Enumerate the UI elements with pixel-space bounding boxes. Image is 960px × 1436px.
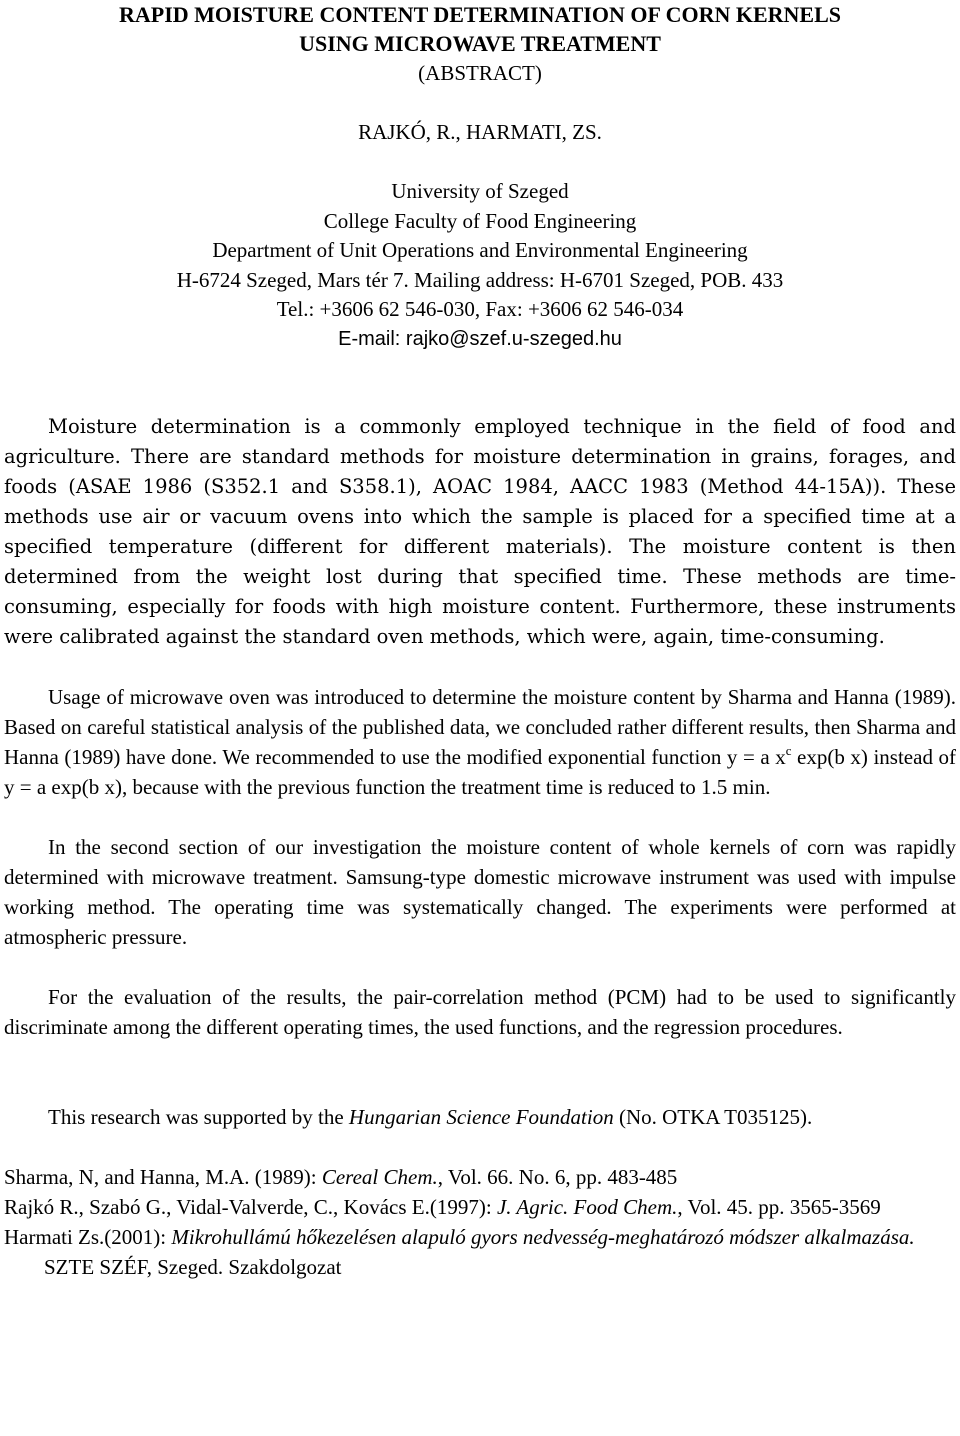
paragraph-intro-text: Moisture determination is a commonly employed technique in the field of food and agriculture. There are standard methods for moisture determination in grains, forages, and foods (ASAE 1986 (S352.1 and S358.1), AOAC 1984, AACC 1983 (Method 44-15A)). [4, 415, 956, 498]
reference-item [4, 1162, 956, 1192]
abstract-tag: (ABSTRACT) [418, 61, 542, 85]
reference-item [4, 1222, 956, 1282]
ack-foundation: Hungarian Science Foundation [348, 1105, 614, 1129]
reference-details: SZTE SZÉF, Szeged. Szakdolgozat [44, 1255, 342, 1279]
reference-authors: Harmati Zs.(2001): [4, 1225, 172, 1249]
paragraph-evaluation-text: For the evaluation of the results, the pair-correlation method (PCM) had to be used to significantly discriminate among the different operating times, the used functions, and the regression procedures. [4, 985, 956, 1039]
authors: RAJKÓ, R., HARMATI, ZS. [358, 120, 602, 144]
affiliation-faculty: College Faculty of Food Engineering [323, 208, 637, 233]
affiliation-phone: Tel.: +3606 62 546-030, Fax: +3606 62 546-034 [276, 297, 684, 321]
reference-details: , Vol. 66. No. 6, pp. 483-485 [437, 1165, 678, 1189]
paragraph-acknowledgement [4, 1102, 956, 1132]
affiliation-university: University of Szeged [391, 179, 569, 203]
reference-title: Mikrohullámú hőkezelésen alapuló gyors nedvesség-meghatározó módszer alkalmazása. [171, 1225, 915, 1249]
title-line-2: USING MICROWAVE TREATMENT [299, 31, 661, 56]
affiliation-block [4, 177, 956, 354]
ack-text-a: This research was supported by the [48, 1105, 349, 1129]
paragraph-intro [4, 412, 956, 652]
references [4, 1162, 956, 1282]
paragraph-second-section-text: In the second section of our investigation the moisture content of whole kernels of corn was rapidly determined with microwave treatment. Samsung-type domestic microwave instrument was used with impulse working method. The operating time was systematically changed. The experiments were performed at atmospheric pressure. [4, 835, 956, 949]
paragraph-microwave-text-a: Usage of microwave oven was introduced to determine the moisture content by Sharma and Hanna (1989). Based on careful statistical analysis of the published data, we concluded rather different results, then Sharma and Hanna (1989) have done. We recommended to use the modified exponential function y = a x [4, 685, 956, 769]
reference-authors: Rajkó R., Szabó G., Vidal-Valverde, C., Kovács E.(1997): [4, 1195, 497, 1219]
paragraph-second-section [4, 832, 956, 952]
affiliation-email: E-mail: rajko@szef.u-szeged.hu [338, 327, 622, 350]
paragraph-microwave-text-b: exp(b x) instead of y = a exp(b x), because with the previous function the treatment time is reduced to 1.5 min. [4, 745, 956, 799]
reference-journal: J. Agric. Food Chem. [496, 1195, 678, 1219]
reference-item [4, 1192, 956, 1222]
affiliation-address: H-6724 Szeged, Mars tér 7. Mailing address: H-6701 Szeged, POB. 433 [176, 267, 784, 292]
reference-authors: Sharma, N, and Hanna, M.A. (1989): [4, 1165, 322, 1189]
title-line-1: RAPID MOISTURE CONTENT DETERMINATION OF CORN KERNELS [118, 2, 841, 27]
exponent-c: c [785, 743, 792, 758]
affiliation-department: Department of Unit Operations and Environmental Engineering [212, 238, 748, 262]
paragraph-intro-continued: These methods use air or vacuum ovens into which the sample is placed for a specified time at a specified temperature (different for different materials). The moisture content is then determined from the weight lost during that specified time. These methods are time-consuming, especially for foods with high moisture content. Furthermore, these instruments were calibrated against the standard oven methods, which were, again, time-consuming. [4, 475, 956, 648]
paper-title [4, 0, 956, 58]
paragraph-microwave [4, 682, 956, 802]
reference-details: , Vol. 45. pp. 3565-3569 [677, 1195, 881, 1219]
ack-text-b: (No. OTKA T035125). [613, 1105, 813, 1129]
paragraph-evaluation [4, 982, 956, 1042]
reference-journal: Cereal Chem. [321, 1165, 438, 1189]
